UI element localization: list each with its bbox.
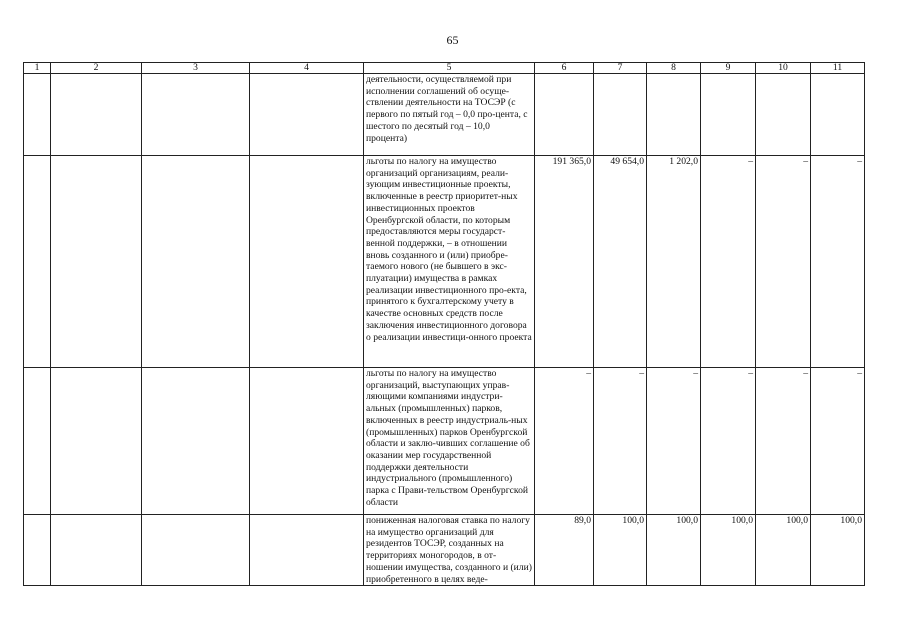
description-cell: льготы по налогу на имущество организаций организациям, реали-зующим инвестиционные проекты, включенные в реестр приоритет-ных инвестиционных проектов Оренбургской области, по которым предоставляются меры государст-венной поддержки, – в отношении вновь созданного и (или) приобре-таемого нового (не бывшего в экс-плуатации) имущества в рамках реализации инвестиционного про-екта, принятого к бухгалтерскому учету в качестве основных средств после заключения инвестиционного договора о реализации инвестици-онного проекта <box>364 156 535 368</box>
column-number: 8 <box>647 63 701 74</box>
value-cell <box>811 74 865 156</box>
empty-cell <box>24 156 51 368</box>
column-number: 6 <box>535 63 594 74</box>
value-cell: – <box>756 368 811 515</box>
empty-cell <box>142 74 250 156</box>
empty-cell <box>250 74 364 156</box>
value-cell: – <box>701 368 756 515</box>
empty-cell <box>142 515 250 586</box>
empty-cell <box>142 156 250 368</box>
empty-cell <box>51 515 142 586</box>
value-cell: – <box>811 368 865 515</box>
empty-cell <box>24 515 51 586</box>
empty-cell <box>51 74 142 156</box>
value-cell: – <box>594 368 647 515</box>
value-cell: 49 654,0 <box>594 156 647 368</box>
table-row <box>24 74 865 156</box>
value-cell <box>535 74 594 156</box>
value-cell: 89,0 <box>535 515 594 586</box>
column-number: 5 <box>364 63 535 74</box>
description-cell: пониженная налоговая ставка по налогу на имущество организаций для резидентов ТОСЭР, созданных на территориях моногородов, в от-ношении имущества, созданного и (или) приобретенного в целях веде- <box>364 515 535 586</box>
empty-cell <box>51 368 142 515</box>
value-cell: – <box>701 156 756 368</box>
description-cell: льготы по налогу на имущество организаций, выступающих управ-ляющими компаниями индустри-альных (промышленных) парков, включенных в реестр индустриаль-ных (промышленных) парков Оренбургской области и заклю-чивших соглашение об оказании мер государственной поддержки деятельности индустриального (промышленного) парка с Прави-тельством Оренбургской области <box>364 368 535 515</box>
table-row <box>24 515 865 586</box>
empty-cell <box>24 74 51 156</box>
column-number: 7 <box>594 63 647 74</box>
value-cell <box>701 74 756 156</box>
value-cell: – <box>647 368 701 515</box>
value-cell: – <box>811 156 865 368</box>
column-number: 11 <box>811 63 865 74</box>
column-number: 10 <box>756 63 811 74</box>
column-number-row <box>24 63 865 74</box>
value-cell: – <box>756 156 811 368</box>
value-cell: – <box>535 368 594 515</box>
page-number: 65 <box>446 33 459 47</box>
table-row <box>24 368 865 515</box>
column-number: 9 <box>701 63 756 74</box>
table-row <box>24 156 865 368</box>
value-cell: 100,0 <box>811 515 865 586</box>
value-cell: 100,0 <box>701 515 756 586</box>
value-cell <box>756 74 811 156</box>
value-cell: 100,0 <box>647 515 701 586</box>
data-table <box>23 62 865 586</box>
column-number: 1 <box>24 63 51 74</box>
empty-cell <box>250 368 364 515</box>
description-cell: деятельности, осуществляемой при исполнении соглашений об осуще-ствлении деятельности на ТОСЭР (с первого по пятый год – 0,0 про-цента, с шестого по десятый год – 10,0 процента) <box>364 74 535 156</box>
empty-cell <box>142 368 250 515</box>
value-cell: 100,0 <box>756 515 811 586</box>
column-number: 4 <box>250 63 364 74</box>
empty-cell <box>24 368 51 515</box>
value-cell <box>594 74 647 156</box>
empty-cell <box>250 515 364 586</box>
value-cell: 191 365,0 <box>535 156 594 368</box>
empty-cell <box>250 156 364 368</box>
value-cell <box>647 74 701 156</box>
column-number: 2 <box>51 63 142 74</box>
empty-cell <box>51 156 142 368</box>
value-cell: 100,0 <box>594 515 647 586</box>
value-cell: 1 202,0 <box>647 156 701 368</box>
column-number: 3 <box>142 63 250 74</box>
